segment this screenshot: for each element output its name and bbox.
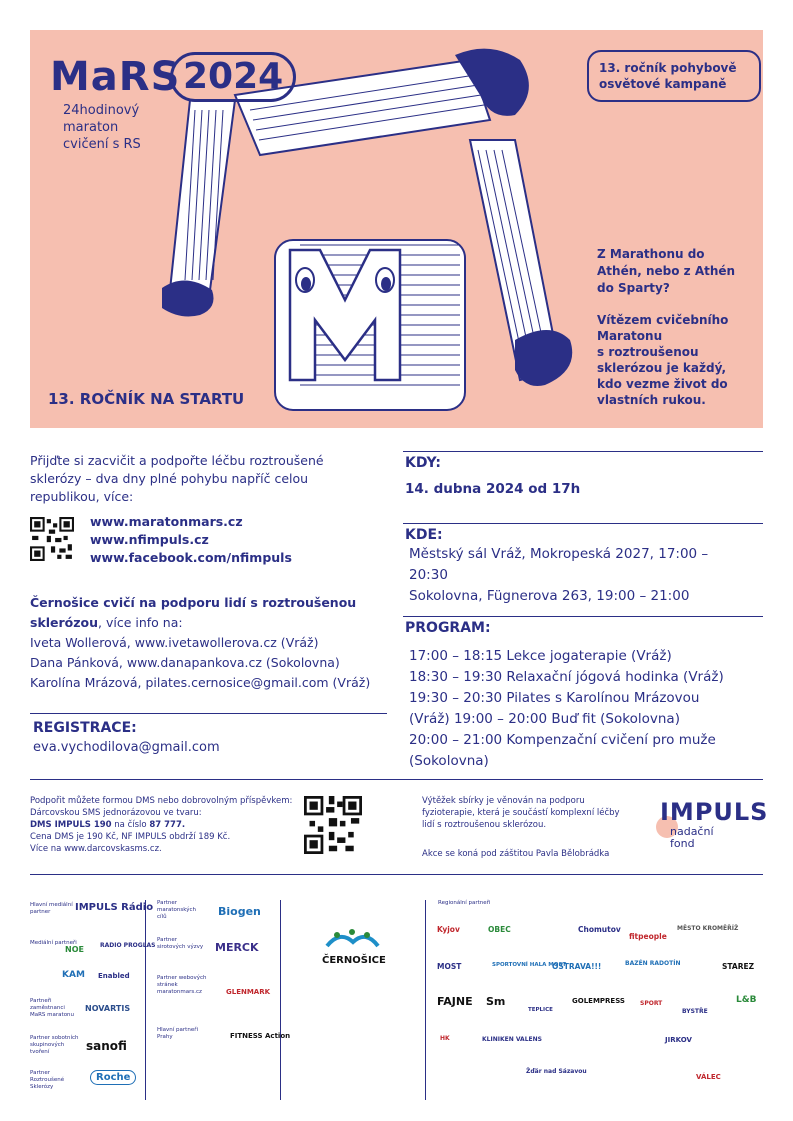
when-value: 14. dubna 2024 od 17h [405, 481, 581, 497]
logo-year: 2024 [170, 52, 296, 102]
winner-line: kdo vezme život do [597, 377, 728, 391]
intro-line: republikou, více: [30, 489, 134, 504]
impuls-logo [660, 798, 768, 850]
qr-code-icon [30, 517, 74, 561]
intro-text [30, 452, 330, 506]
intro-line: Přijďte si zacvičit a podpořte léčbu roztroušené [30, 453, 324, 468]
logo-fitness-action: FITNESS Action [230, 1032, 291, 1040]
program-line: 17:00 – 18:15 Lekce jogaterapie (Vráž) [409, 648, 672, 664]
logo-kam: KAM [62, 970, 85, 980]
logo-glenmark: GLENMARK [226, 988, 271, 996]
partner-label: Mediální partneři [30, 940, 77, 946]
logo-merck: MERCK [215, 941, 259, 954]
logo-regional: Sm [486, 995, 506, 1008]
where-list [409, 544, 759, 607]
partner-label: Partner webových stránek maratonmars.cz [157, 975, 207, 995]
dms-more: Více na www.darcovskasms.cz. [30, 844, 162, 854]
partner-label: Partneři zaměstnanci MaRS maratonu [30, 998, 75, 1018]
contact-pankova: Dana Pánková, www.danapankova.cz (Sokolovna) [30, 655, 340, 670]
hero-question [597, 246, 757, 297]
logo-regional: BYSTŘE [682, 1008, 708, 1015]
divider [403, 523, 763, 524]
donation-line: Dárcovskou SMS jednorázovou ve tvaru: [30, 808, 202, 818]
partner-label: Partner maratonských cílů [157, 900, 196, 920]
logo-regional: OBEC [488, 925, 511, 934]
divider [425, 900, 426, 1100]
logo-regional: MOST [437, 962, 462, 971]
intro-line: sklerózy – dva dny plné pohybu napříč celou [30, 471, 309, 486]
question-line: do Sparty? [597, 281, 670, 295]
logo-regional: SPORTOVNÍ HALA MOST [492, 962, 567, 968]
logo-regional: BAZÉN RADOTÍN [625, 960, 681, 967]
program-line: (Sokolovna) [409, 753, 489, 769]
program-line: 19:30 – 20:30 Pilates s Karolínou Mrázovou [409, 690, 700, 706]
divider [403, 451, 763, 452]
cernosice-heading: Černošice cvičí na podporu lidí s roztroušenou [30, 595, 357, 610]
divider [30, 713, 387, 714]
where-line: 20:30 [409, 567, 448, 583]
dms-number: 87 777. [149, 820, 186, 830]
purpose-line: Výtěžek sbírky je věnován na podporu [422, 796, 585, 806]
logo-regional: MĚSTO KROMĚŘÍŽ [677, 925, 739, 932]
donation-qr-code-icon [304, 796, 362, 854]
logo-radio-proglas: RADIO PROGLAS [100, 942, 156, 949]
logo-regional: Žďár nad Sázavou [526, 1068, 587, 1075]
hero-banner [30, 30, 763, 428]
logo-regional: fitpeople [629, 932, 667, 941]
where-line: Sokolovna, Fügnerova 263, 19:00 – 21:00 [409, 588, 690, 604]
contact-mrazova: Karolína Mrázová, pilates.cernosice@gmail.com (Vráž) [30, 675, 371, 690]
dms-code: DMS IMPULS 190 [30, 820, 112, 830]
cernosice-more-info: , více info na: [98, 615, 183, 630]
link-facebook[interactable]: www.facebook.com/nfimpuls [90, 550, 292, 565]
question-line: Athén, nebo z Athén [597, 264, 736, 278]
winner-line: s roztroušenou [597, 345, 699, 359]
logo-regional: Kyjov [437, 925, 460, 934]
campaign-line: 13. ročník pohybově [599, 61, 737, 75]
partner-label: Partner sirotových výzvy [157, 937, 204, 950]
link-maratonmars[interactable]: www.maratonmars.cz [90, 514, 243, 529]
subtitle-line: 24hodinový [63, 103, 140, 118]
question-line: Z Marathonu do [597, 247, 705, 261]
partner-label: Hlavní mediální partner [30, 902, 73, 915]
donation-info [30, 795, 300, 855]
logo-regional: Chomutov [578, 925, 621, 934]
winner-line: Maratonu [597, 329, 663, 343]
patronage: Akce se koná pod záštitou Pavla Bělobrádka [422, 849, 610, 859]
divider [30, 779, 763, 780]
purpose-line: lidí s roztroušenou sklerózou. [422, 820, 547, 830]
partner-label: Partner sobotních skupinových tvoření [30, 1035, 79, 1055]
partner-label: Partner Roztroušené Sklerózy [30, 1070, 65, 1090]
logo-enabled: Enabled [98, 972, 130, 980]
subtitle-line: maraton [63, 120, 119, 135]
logo-impuls-radio: IMPULS Rádio [75, 902, 154, 913]
logo-biogen: Biogen [218, 905, 261, 918]
donation-line: Podpořit můžete formou DMS nebo dobrovolným příspěvkem: [30, 796, 293, 806]
program-line: (Vráž) 19:00 – 20:00 Buď fit (Sokolovna) [409, 711, 680, 727]
cernosice-info [30, 593, 390, 693]
when-heading: KDY: [405, 455, 441, 471]
logo-regional: KLINIKEN VALENS [482, 1036, 542, 1043]
dms-price: Cena DMS je 190 Kč, NF IMPULS obdrží 189 Kč. [30, 832, 231, 842]
regional-label: Regionální partneři [438, 900, 491, 906]
program-line: 20:00 – 21:00 Kompenzační cvičení pro muže [409, 732, 716, 748]
logo-regional: STAREZ [722, 962, 755, 971]
logo-regional: JIRKOV [665, 1036, 692, 1044]
logo-cernosice: ČERNOŠICE [322, 955, 386, 966]
partner-label: Hlavní partneři Prahy [157, 1027, 198, 1040]
logo-novartis: NOVARTIS [85, 1004, 131, 1013]
impuls-sub-1: nadační [670, 825, 714, 838]
logo-regional: TEPLICE [528, 1007, 553, 1013]
logo-regional: GOLEMPRESS [572, 997, 625, 1005]
registration-heading: REGISTRACE: [33, 720, 137, 736]
link-nfimpuls[interactable]: www.nfimpuls.cz [90, 532, 209, 547]
logo-regional: HK [440, 1035, 450, 1042]
cernosice-heading-2: sklerózou [30, 615, 99, 630]
logo-regional: OSTRAVA!!! [552, 962, 602, 971]
logo-title: MaRS [50, 54, 181, 100]
logo-regional: FAJNE [437, 995, 473, 1008]
logo-subtitle [63, 102, 183, 153]
campaign-badge [587, 50, 761, 102]
divider [403, 616, 763, 617]
divider [145, 900, 146, 1100]
impuls-sub-2: fond [670, 837, 695, 850]
winner-line: vlastních rukou. [597, 393, 706, 407]
links-list [90, 513, 292, 567]
logo-roche: Roche [90, 1070, 136, 1085]
contact-wollerova: Iveta Wollerová, www.ivetawollerova.cz (Vráž) [30, 635, 319, 650]
dms-mid: na číslo [111, 820, 150, 830]
logo-sanofi: sanofi [86, 1039, 127, 1053]
divider [280, 900, 281, 1100]
logo-regional: L&B [736, 995, 757, 1005]
where-line: Městský sál Vráž, Mokropeská 2027, 17:00 – [409, 546, 709, 562]
campaign-line: osvětové kampaně [599, 77, 727, 91]
cernosice-wave-icon [325, 928, 380, 953]
purpose-line: fyzioterapie, která je součástí komplexní léčby [422, 808, 620, 818]
logo-noe: NOE [65, 945, 84, 954]
donation-purpose [422, 795, 632, 831]
registration-email[interactable]: eva.vychodilova@gmail.com [33, 740, 220, 755]
where-heading: KDE: [405, 527, 443, 543]
winner-line: Vítězem cvičebního [597, 313, 729, 327]
divider [30, 874, 763, 875]
logo-regional: SPORT [640, 1000, 663, 1007]
subtitle-line: cvičení s RS [63, 137, 141, 152]
logo-regional: VÁLEC [696, 1073, 721, 1081]
impuls-name: IMPULS [660, 798, 769, 826]
winner-line: sklerózou je každý, [597, 361, 727, 375]
program-heading: PROGRAM: [405, 620, 491, 636]
program-list [409, 646, 759, 772]
hero-winner-text [597, 312, 757, 408]
program-line: 18:30 – 19:30 Relaxační jógová hodinka (Vráž) [409, 669, 724, 685]
start-heading: 13. ROČNÍK NA STARTU [48, 390, 245, 408]
